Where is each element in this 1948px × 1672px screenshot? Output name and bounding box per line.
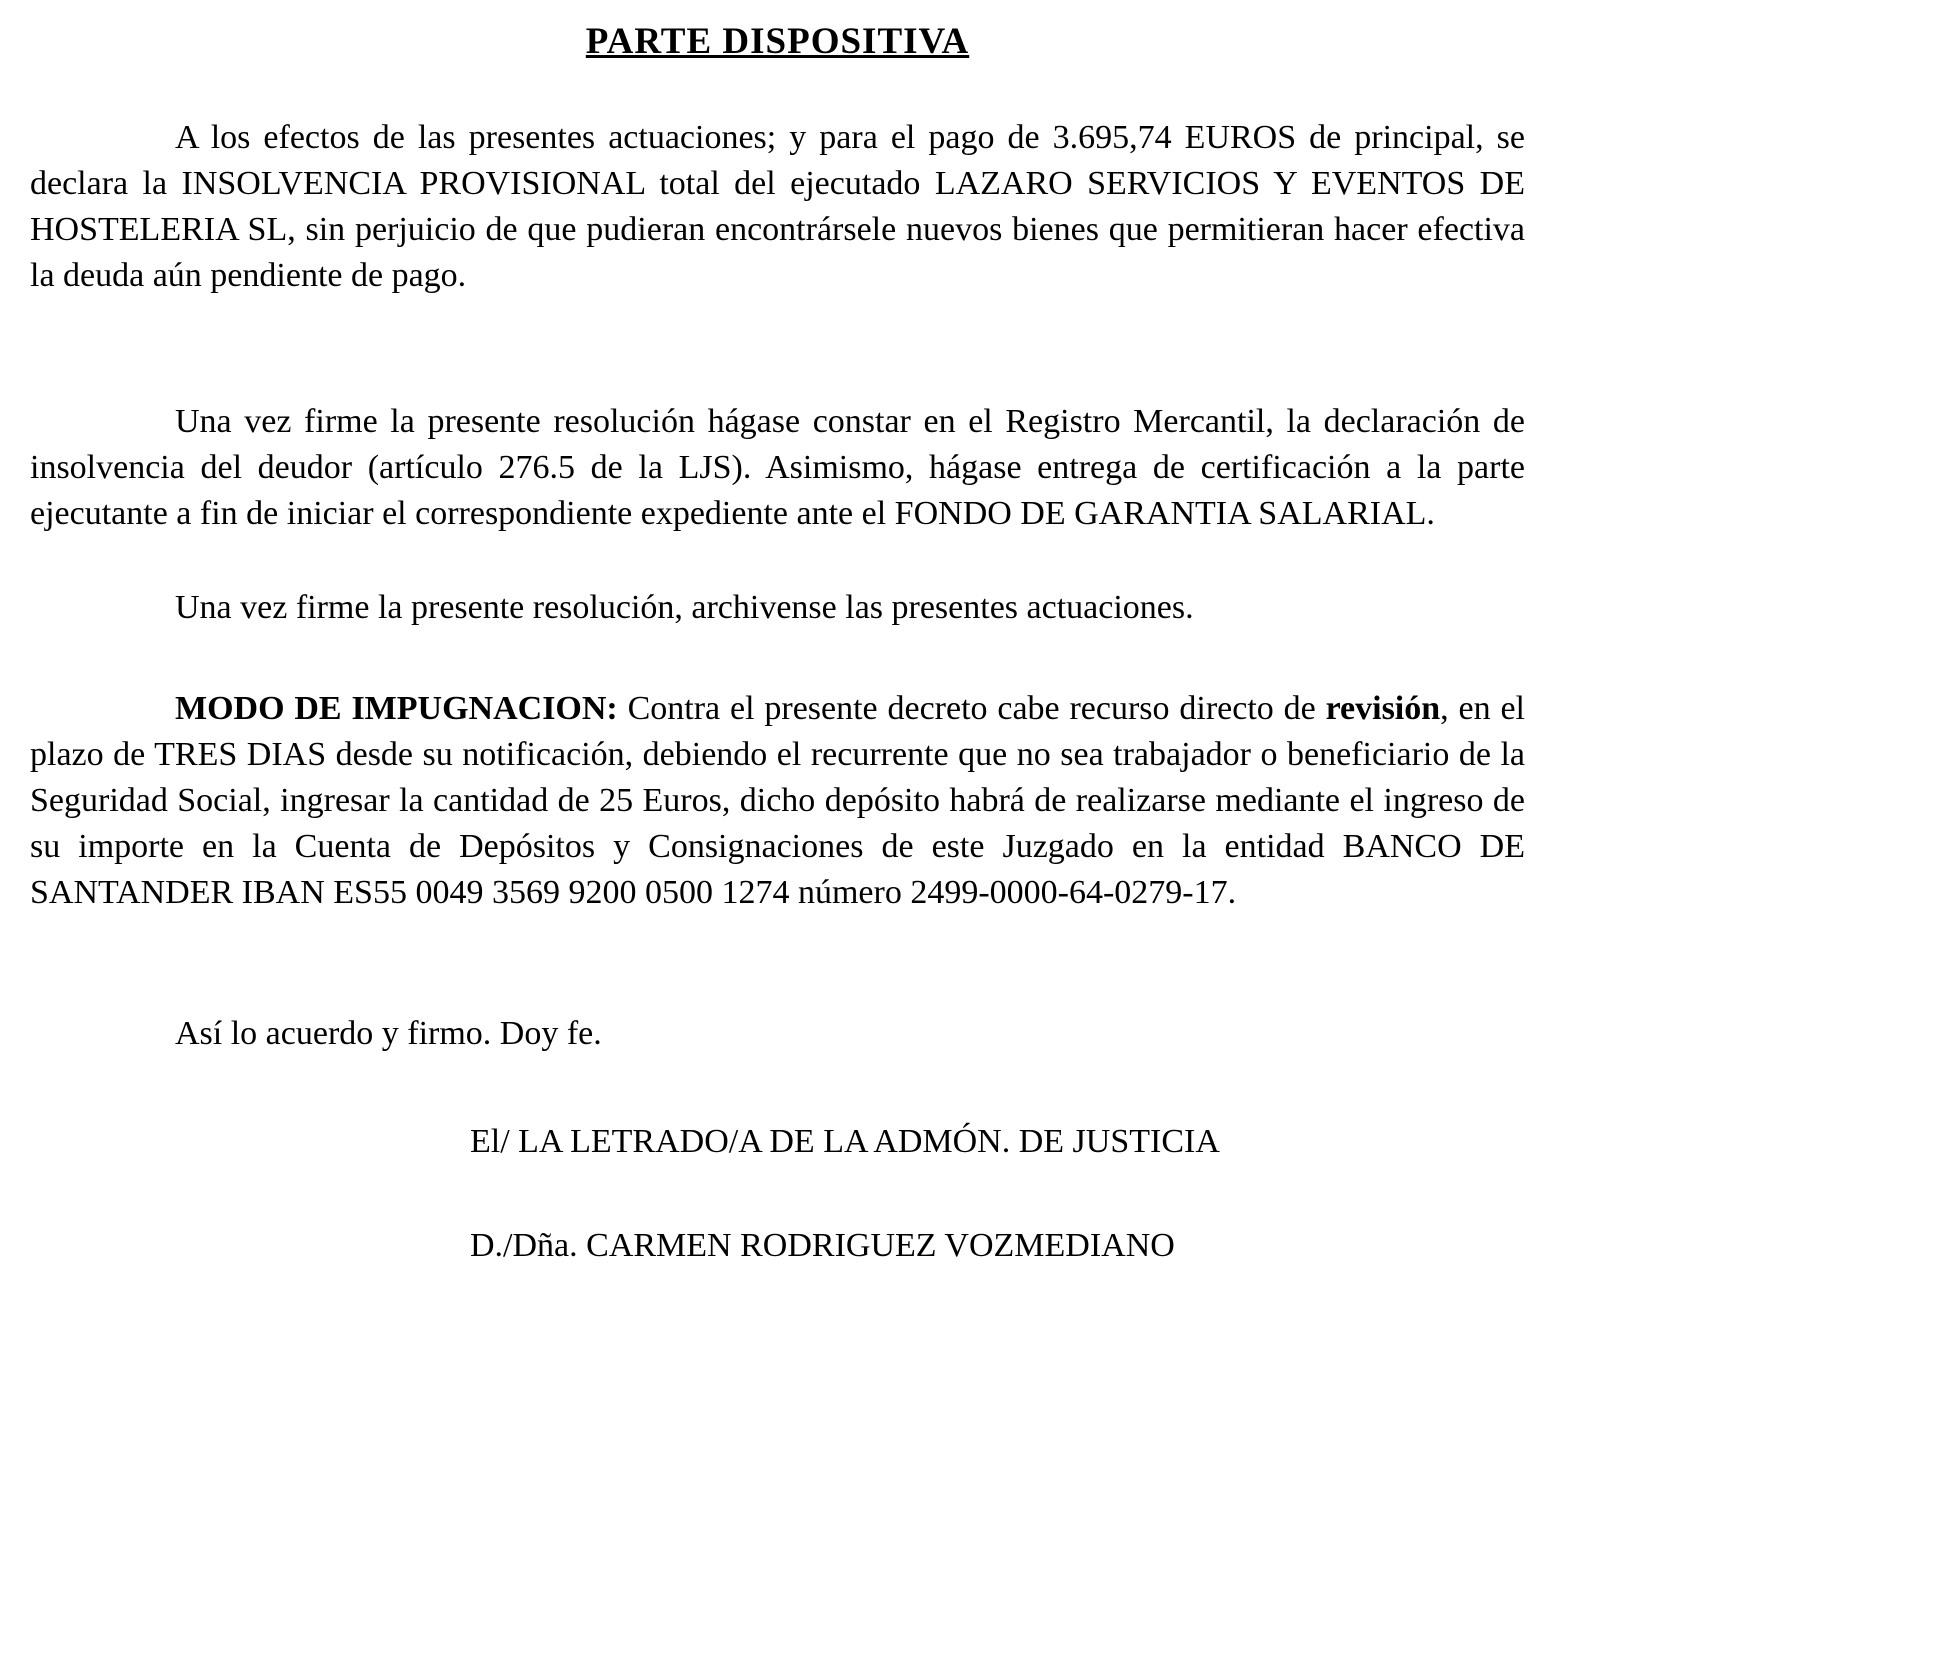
impugnacion-text-1: Contra el presente decreto cabe recurso directo de xyxy=(617,690,1326,727)
document-title: PARTE DISPOSITIVA xyxy=(585,21,970,62)
impugnacion-label: MODO DE IMPUGNACION: xyxy=(175,690,618,727)
paragraph-insolvency-declaration: A los efectos de las presentes actuaciones; y para el pago de 3.695,74 EUROS de principal, se declara la INSOLVENCIA PROVISIONAL total del ejecutado LAZARO SERVICIOS Y EVENTOS DE HOSTELERIA SL, sin perjuicio de que pudieran encontrársele nuevos bienes que permitieran hacer efectiva la deuda aún pendiente de pago. xyxy=(30,119,1525,294)
signature-name: D./Dña. CARMEN RODRIGUEZ VOZMEDIANO xyxy=(470,1227,1175,1264)
impugnacion-text-2: , en el plazo de TRES DIAS desde su notificación, debiendo el recurrente que no sea trabajador o beneficiario de la Seguridad Social, ingresar la cantidad de 25 Euros, dicho depósito habrá de realizarse mediante el ingreso de su importe en la Cuenta de Depósitos y Consignaciones de este Juzgado en la entidad BANCO DE SANTANDER IBAN ES55 0049 3569 9200 0500 1274 número 2499-0000-64-0279-17. xyxy=(30,690,1525,911)
signature-block xyxy=(30,1119,1525,1269)
document-content xyxy=(30,20,1525,1269)
paragraph-registro-mercantil: Una vez firme la presente resolución hágase constar en el Registro Mercantil, la declaración de insolvencia del deudor (artículo 276.5 de la LJS). Asimismo, hágase entrega de certificación a la parte ejecutante a fin de iniciar el correspondiente expediente ante el FONDO DE GARANTIA SALARIAL. xyxy=(30,403,1525,532)
paragraph-modo-impugnacion xyxy=(30,686,1525,916)
paragraph-closing-statement: Así lo acuerdo y firmo. Doy fe. xyxy=(175,1015,602,1052)
impugnacion-revision-word: revisión xyxy=(1325,690,1441,727)
signature-role: El/ LA LETRADO/A DE LA ADMÓN. DE JUSTICIA xyxy=(470,1123,1220,1160)
paragraph-archive-order: Una vez firme la presente resolución, archivense las presentes actuaciones. xyxy=(175,589,1194,626)
